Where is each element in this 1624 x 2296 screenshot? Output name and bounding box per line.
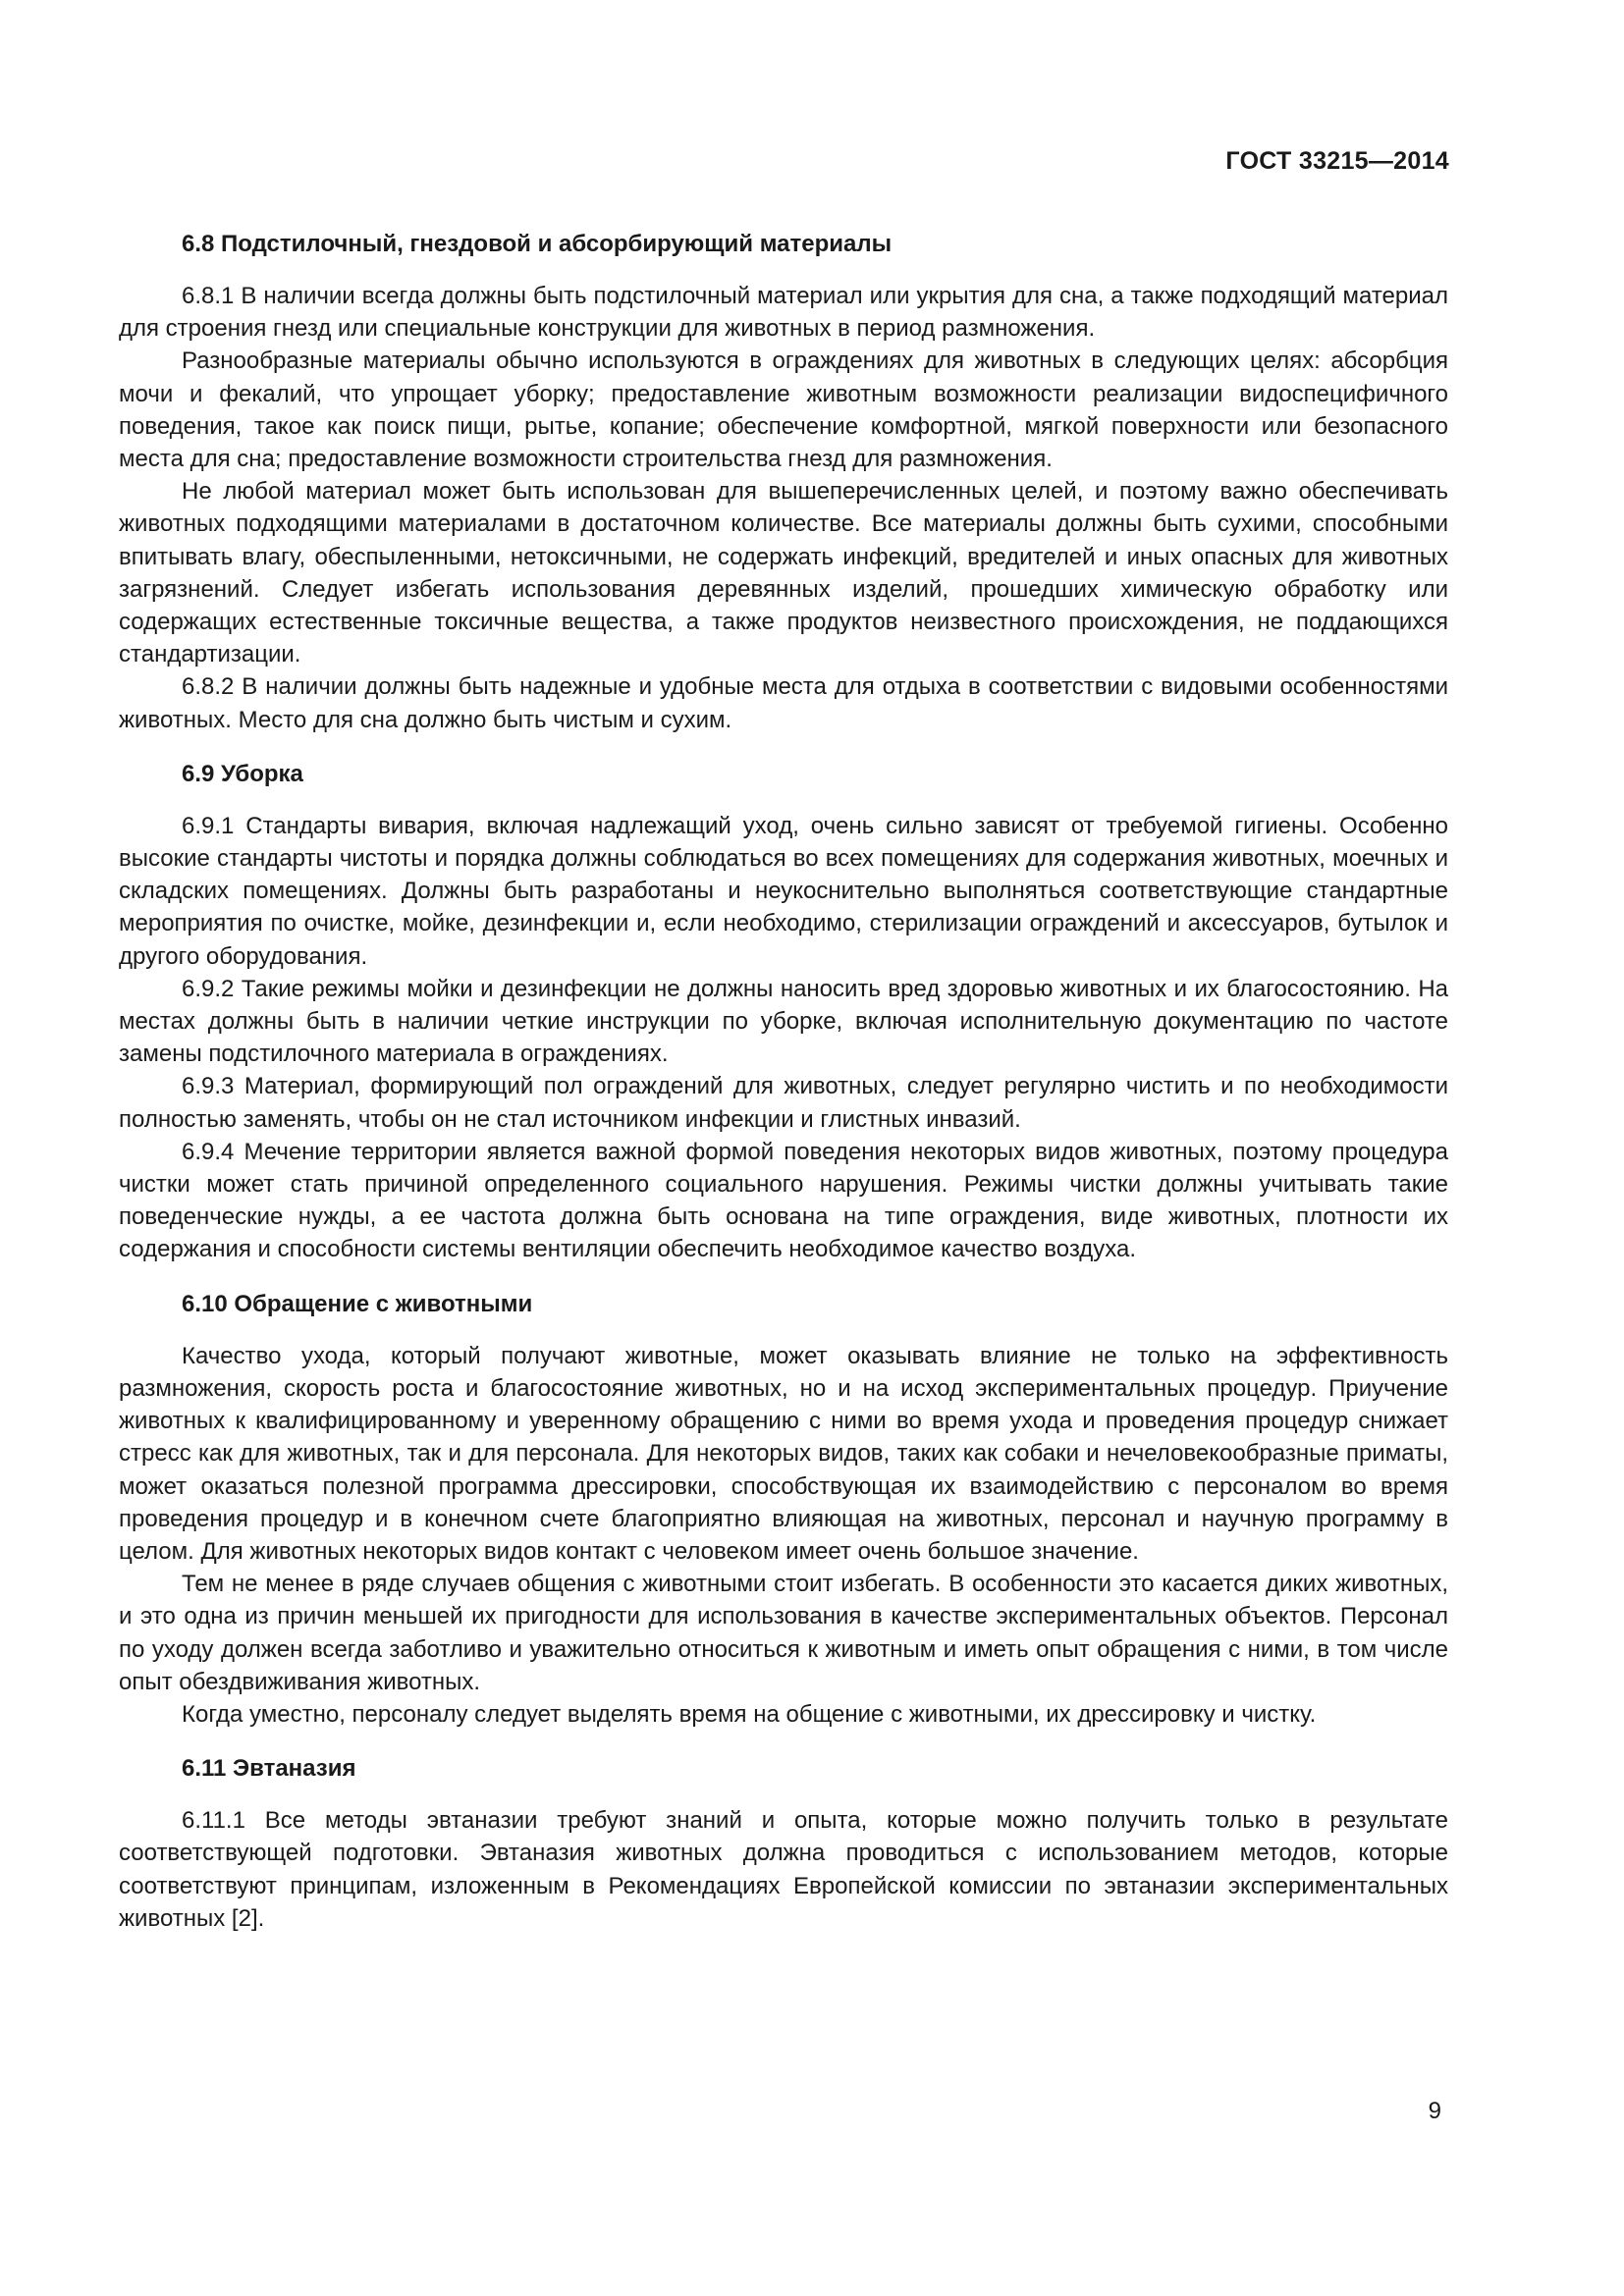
paragraph: 6.9.1 Стандарты вивария, включая надлежащий уход, очень сильно зависят от требуемой гигиены. Особенно высокие стандарты чистоты и порядка должны соблюдаться во всех помещениях для содержания животных, моечных и складских помещениях. Должны быть разработаны и неукоснительно выполняться соответствующие стандартные мероприятия по очистке, мойке, дезинфекции и, если необходимо, стерилизации ограждений и аксессуаров, бутылок и другого оборудования. (119, 812, 1448, 970)
page-number: 9 (1428, 2098, 1441, 2124)
paragraph: Качество ухода, который получают животные, может оказывать влияние не только на эффективность размножения, скорость роста и благосостояние животных, но и на исход экспериментальных процедур. Приучение животных к квалифицированному и уверенному обращению с ними во время ухода и проведения процедур снижает стресс как для животных, так и для персонала. Для некоторых видов, таких как собаки и нечеловекообразные приматы, может оказаться полезной программа дрессировки, способствующая их взаимодействию с персоналом во время проведения процедур и в конечном счете благоприятно влияющая на животных, персонал и научную программу в целом. Для животных некоторых видов контакт с человеком имеет очень большое значение. (119, 1342, 1448, 1565)
paragraph: 6.8.2 В наличии должны быть надежные и удобные места для отдыха в соответствии с видовыми особенностями животных. Место для сна должно быть чистым и сухим. (119, 673, 1448, 733)
section-6-9 (119, 758, 1448, 1266)
paragraph: 6.9.3 Материал, формирующий пол ограждений для животных, следует регулярно чистить и по необходимости полностью заменять, чтобы он не стал источником инфекции и глистных инвазий. (119, 1073, 1448, 1133)
section-title: 6.11 Эвтаназия (182, 1755, 356, 1783)
section-title: 6.9 Уборка (182, 760, 303, 787)
section-6-10 (119, 1288, 1448, 1731)
paragraph: Разнообразные материалы обычно используются в ограждениях для животных в следующих целях: абсорбция мочи и фекалий, что упрощает уборку; предоставление животным возможности реализации видоспецифичного поведения, такое как поиск пищи, рытье, копание; обеспечение комфортной, мягкой поверхности или безопасного места для сна; предоставление возможности строительства гнезд для размножения. (119, 347, 1448, 473)
paragraph: Тем не менее в ряде случаев общения с животными стоит избегать. В особенности это касается диких животных, и это одна из причин меньшей их пригодности для использования в качестве экспериментальных объектов. Персонал по уходу должен всегда заботливо и уважительно относиться к животным и иметь опыт обращения с ними, в том числе опыт обездвиживания животных. (119, 1571, 1448, 1695)
document-body (119, 228, 1448, 1956)
paragraph: 6.9.2 Такие режимы мойки и дезинфекции не должны наносить вред здоровью животных и их благосостоянию. На местах должны быть в наличии четкие инструкции по уборке, включая исполнительную документацию по частоте замены подстилочного материала в ограждениях. (119, 975, 1448, 1068)
paragraph: 6.11.1 Все методы эвтаназии требуют знаний и опыта, которые можно получить только в результате соответствующей подготовки. Эвтаназия животных должна проводиться с использованием методов, которые соответствуют принципам, изложенным в Рекомендациях Европейской комиссии по эвтаназии экспериментальных животных [2]. (119, 1807, 1448, 1932)
paragraph: 6.9.4 Мечение территории является важной формой поведения некоторых видов животных, поэтому процедура чистки может стать причиной определенного социального нарушения. Режимы чистки должны учитывать такие поведенческие нужды, а ее частота должна быть основана на типе ограждения, виде животных, плотности их содержания и способности системы вентиляции обеспечить необходимое качество воздуха. (119, 1138, 1448, 1263)
paragraph: Не любой материал может быть использован для вышеперечисленных целей, и поэтому важно обеспечивать животных подходящими материалами в достаточном количестве. Все материалы должны быть сухими, способными впитывать влагу, обеспыленными, нетоксичными, не содержать инфекций, вредителей и иных опасных для животных загрязнений. Следует избегать использования деревянных изделий, прошедших химическую обработку или содержащих естественные токсичные вещества, а также продуктов неизвестного происхождения, не поддающихся стандартизации. (119, 478, 1448, 668)
section-title: 6.8 Подстилочный, гнездовой и абсорбирующий материалы (182, 231, 893, 257)
paragraph: 6.8.1 В наличии всегда должны быть подстилочный материал или укрытия для сна, а также подходящий материал для строения гнезд или специальные конструкции для животных в период размножения. (119, 283, 1448, 343)
section-6-8 (119, 228, 1448, 736)
section-title: 6.10 Обращение с животными (182, 1290, 533, 1317)
section-6-11 (119, 1752, 1448, 1935)
paragraph: Когда уместно, персоналу следует выделять время на общение с животными, их дрессировку и чистку. (182, 1700, 1317, 1728)
document-code: ГОСТ 33215—2014 (1225, 147, 1449, 175)
